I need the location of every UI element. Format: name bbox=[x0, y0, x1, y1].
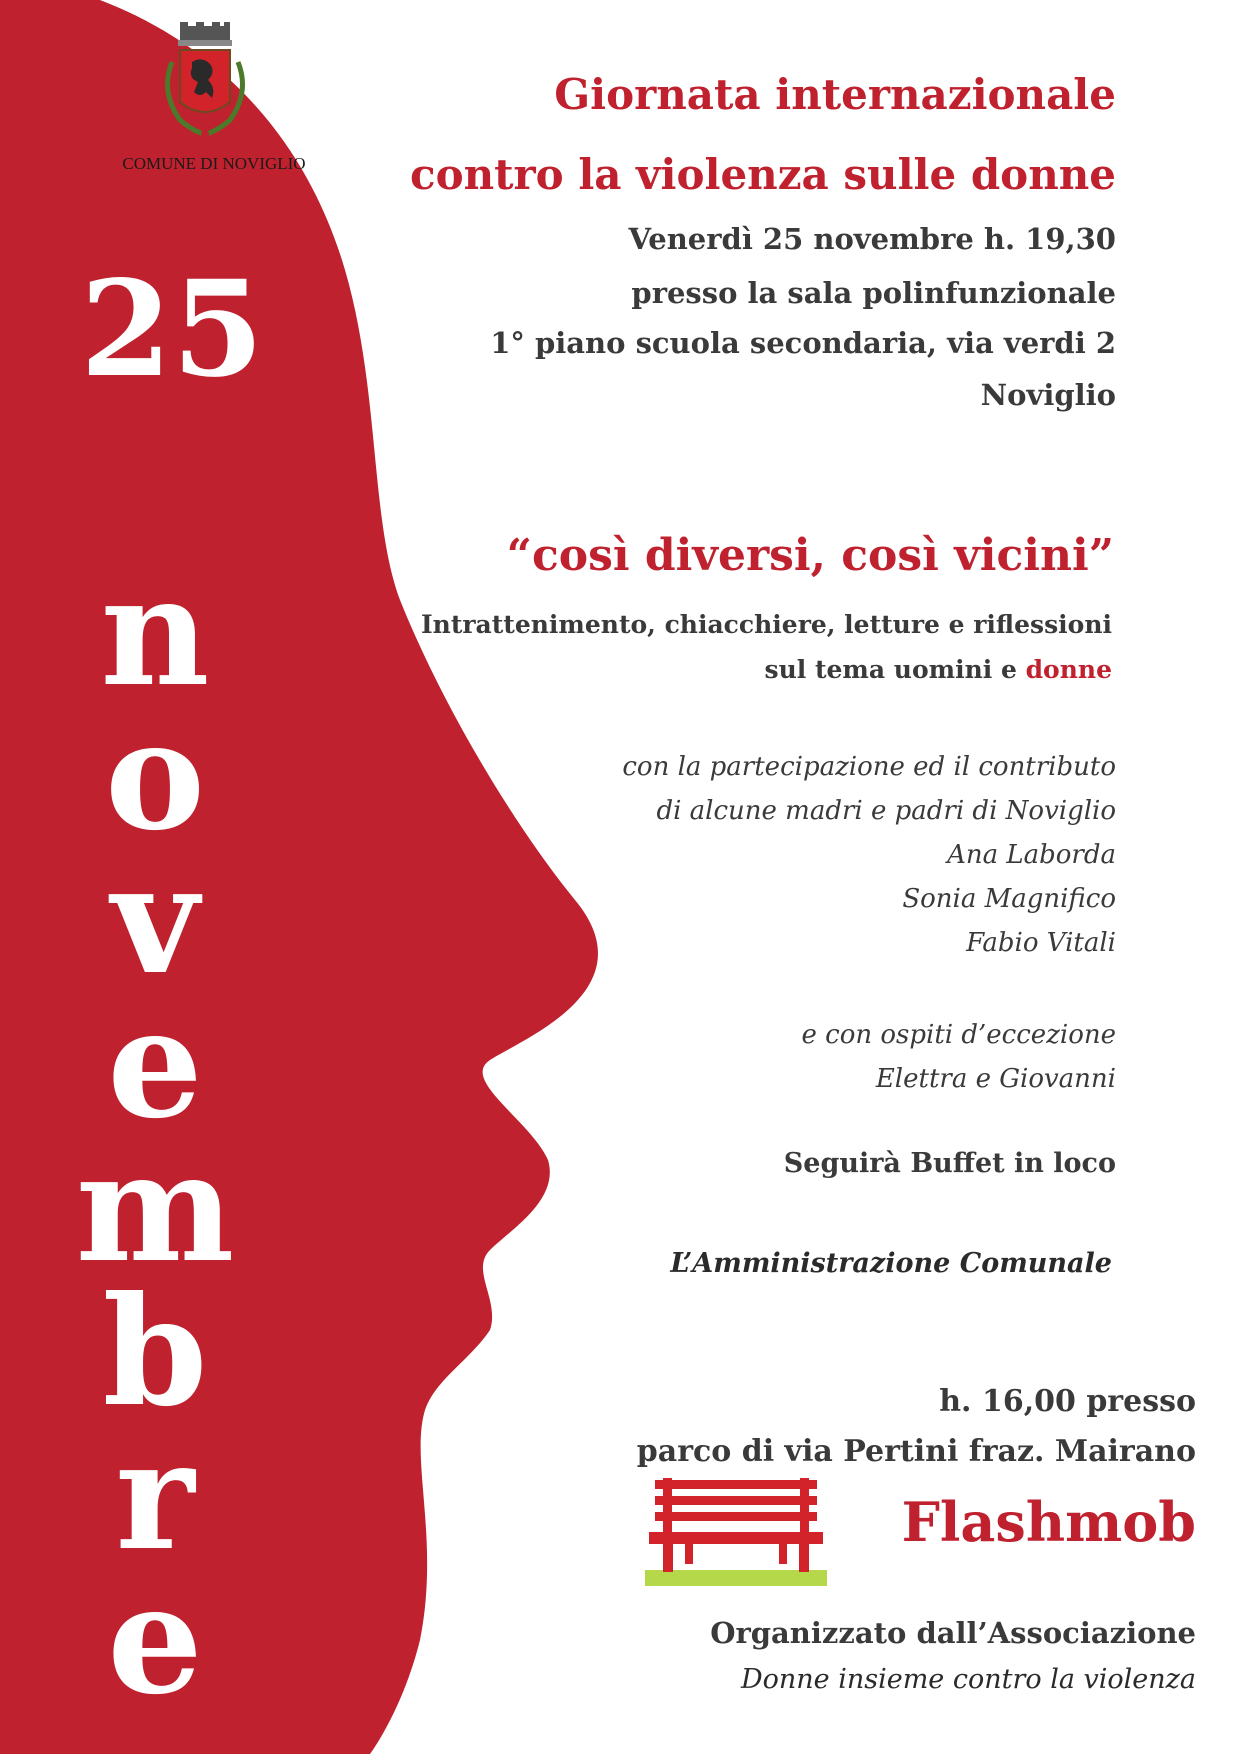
guests-names: Elettra e Giovanni bbox=[875, 1064, 1116, 1094]
participant-name: Fabio Vitali bbox=[966, 928, 1116, 958]
page-title-line2: contro la violenza sulle donne bbox=[410, 150, 1116, 199]
organizer-name: Donne insieme contro la violenza bbox=[740, 1664, 1196, 1695]
participant-name: Sonia Magnifico bbox=[902, 884, 1116, 914]
flashmob-place: parco di via Pertini fraz. Mairano bbox=[636, 1434, 1196, 1469]
program-description-line2 bbox=[0, 655, 1180, 684]
month-letter: e bbox=[107, 976, 203, 1152]
event-town: Noviglio bbox=[980, 378, 1116, 412]
month-letter: b bbox=[102, 1264, 208, 1440]
guests-intro: e con ospiti d’eccezione bbox=[801, 1020, 1116, 1050]
month-letter: v bbox=[111, 832, 199, 1008]
event-date-time: Venerdì 25 novembre h. 19,30 bbox=[628, 222, 1116, 256]
month-letter: n bbox=[100, 544, 210, 720]
organizer-line1: Organizzato dall’Associazione bbox=[710, 1616, 1196, 1650]
page-title-line1: Giornata internazionale bbox=[554, 70, 1116, 119]
municipality-caption: COMUNE DI NOVIGLIO bbox=[122, 154, 306, 173]
program-description-line1: Intrattenimento, chiacchiere, letture e riflessioni bbox=[420, 610, 1112, 639]
description-highlight: donne bbox=[1025, 655, 1112, 684]
month-letter: e bbox=[107, 1552, 203, 1728]
event-address: 1° piano scuola secondaria, via verdi 2 bbox=[490, 326, 1116, 360]
flashmob-time: h. 16,00 presso bbox=[939, 1384, 1196, 1419]
participants-intro-line1: con la partecipazione ed il contributo bbox=[622, 752, 1116, 782]
participant-name: Ana Laborda bbox=[947, 840, 1116, 870]
signature: L’Amministrazione Comunale bbox=[670, 1248, 1112, 1279]
month-letter: r bbox=[115, 1408, 195, 1584]
buffet-note: Seguirà Buffet in loco bbox=[783, 1148, 1116, 1179]
date-day-number: 25 bbox=[80, 252, 264, 407]
description-text: sul tema uomini e bbox=[764, 655, 1017, 684]
participants-intro-line2: di alcune madri e padri di Noviglio bbox=[656, 796, 1116, 826]
month-letter: m bbox=[75, 1120, 235, 1296]
month-letter: o bbox=[104, 688, 206, 864]
program-title: “così diversi, così vicini” bbox=[506, 530, 1114, 581]
event-venue: presso la sala polinfunzionale bbox=[631, 276, 1116, 310]
flashmob-label: Flashmob bbox=[901, 1490, 1196, 1554]
